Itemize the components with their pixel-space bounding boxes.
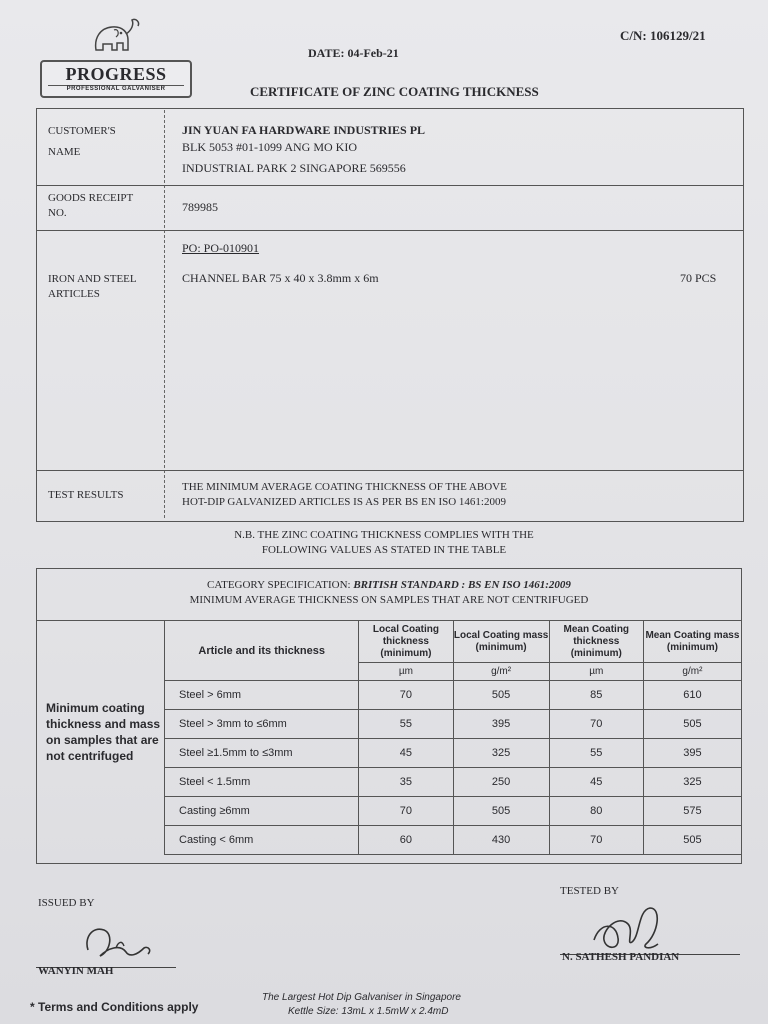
row-value: 250 (453, 768, 549, 797)
customer-address-2: INDUSTRIAL PARK 2 SINGAPORE 569556 (182, 161, 406, 175)
customer-name: JIN YUAN FA HARDWARE INDUSTRIES PL (182, 123, 426, 137)
row-value: 610 (643, 681, 741, 710)
po-number: PO: PO-010901 (182, 241, 260, 255)
row-value: 55 (359, 710, 453, 739)
test-results-label: TEST RESULTS (48, 489, 124, 501)
row-value: 45 (549, 768, 643, 797)
articles-label: IRON AND STEEL ARTICLES (48, 273, 137, 300)
row-value: 35 (359, 768, 453, 797)
divider-2 (36, 230, 744, 231)
company-logo (40, 60, 192, 98)
column-header: Mean Coating mass (minimum) (643, 621, 741, 663)
article-column-header: Article and its thickness (165, 621, 359, 681)
row-article: Steel < 1.5mm (165, 768, 359, 797)
issuer-name: WANYIN MAH (38, 965, 114, 977)
row-value: 325 (453, 739, 549, 768)
article-item: CHANNEL BAR 75 x 40 x 3.8mm x 6m (182, 271, 379, 285)
column-unit: g/m² (453, 663, 549, 681)
column-unit: µm (549, 663, 643, 681)
row-value: 505 (453, 681, 549, 710)
certificate-title: CERTIFICATE OF ZINC COATING THICKNESS (250, 84, 539, 99)
date-text: DATE: 04-Feb-21 (308, 46, 399, 60)
spec-heading: CATEGORY SPECIFICATION: BRITISH STANDARD : BS EN ISO 1461:2009 MINIMUM AVERAGE THICKNESS ON SAMPLES THAT ARE NOT CENTRIFUGED (189, 579, 589, 606)
row-value: 45 (359, 739, 453, 768)
spec-table (164, 620, 742, 855)
column-header: Local Coating thickness (minimum) (359, 621, 453, 663)
row-value: 325 (643, 768, 741, 797)
row-value: 395 (643, 739, 741, 768)
logo-sub-text: PROFESSIONAL GALVANISER (48, 85, 184, 92)
issued-by-label: ISSUED BY (38, 897, 95, 909)
row-value: 70 (359, 797, 453, 826)
row-value: 55 (549, 739, 643, 768)
goods-receipt-value: 789985 (182, 200, 218, 214)
customer-address-1: BLK 5053 #01-1099 ANG MO KIO (182, 140, 357, 154)
table-row (165, 710, 742, 739)
issuer-signature-icon (78, 918, 158, 966)
row-article: Casting < 6mm (165, 826, 359, 855)
row-value: 70 (359, 681, 453, 710)
customer-label: CUSTOMER'S NAME (48, 125, 116, 158)
table-row (165, 826, 742, 855)
table-row (165, 797, 742, 826)
column-unit: µm (359, 663, 453, 681)
row-article: Steel > 3mm to ≤6mm (165, 710, 359, 739)
kettle-size: Kettle Size: 13mL x 1.5mW x 2.4mD (288, 1006, 449, 1017)
divider-3 (36, 470, 744, 471)
column-header: Mean Coating thickness (minimum) (549, 621, 643, 663)
tested-by-label: TESTED BY (560, 885, 619, 897)
goods-receipt-label: GOODS RECEIPT NO. (48, 192, 134, 219)
row-value: 430 (453, 826, 549, 855)
column-header: Local Coating mass (minimum) (453, 621, 549, 663)
row-value: 505 (453, 797, 549, 826)
row-value: 505 (643, 826, 741, 855)
divider-1 (36, 185, 744, 186)
row-value: 575 (643, 797, 741, 826)
table-row (165, 681, 742, 710)
company-tagline: The Largest Hot Dip Galvaniser in Singapore (262, 992, 461, 1003)
compliance-note: N.B. THE ZINC COATING THICKNESS COMPLIES WITH THE FOLLOWING VALUES AS STATED IN THE TABLE (234, 529, 534, 556)
elephant-logo-icon (88, 14, 142, 58)
row-value: 505 (643, 710, 741, 739)
customer-info (182, 122, 425, 177)
cn-number: C/N: 106129/21 (620, 28, 706, 43)
row-article: Casting ≥6mm (165, 797, 359, 826)
logo-main-text: PROGRESS (65, 64, 167, 84)
spec-side-label: Minimum coating thickness and mass on samples that are not centrifuged (46, 701, 161, 763)
tester-name: N. SATHESH PANDIAN (562, 951, 680, 963)
column-unit: g/m² (643, 663, 741, 681)
row-value: 85 (549, 681, 643, 710)
row-article: Steel > 6mm (165, 681, 359, 710)
row-value: 395 (453, 710, 549, 739)
row-value: 70 (549, 826, 643, 855)
label-divider (164, 110, 165, 518)
terms-text: * Terms and Conditions apply (30, 1000, 199, 1014)
table-row (165, 768, 742, 797)
table-row (165, 739, 742, 768)
test-results-text: THE MINIMUM AVERAGE COATING THICKNESS OF THE ABOVE HOT-DIP GALVANIZED ARTICLES IS AS PER BS EN ISO 1461:2009 (182, 481, 507, 508)
row-value: 70 (549, 710, 643, 739)
article-qty: 70 PCS (680, 271, 717, 285)
row-value: 80 (549, 797, 643, 826)
row-value: 60 (359, 826, 453, 855)
tester-signature-icon (588, 900, 668, 956)
row-article: Steel ≥1.5mm to ≤3mm (165, 739, 359, 768)
